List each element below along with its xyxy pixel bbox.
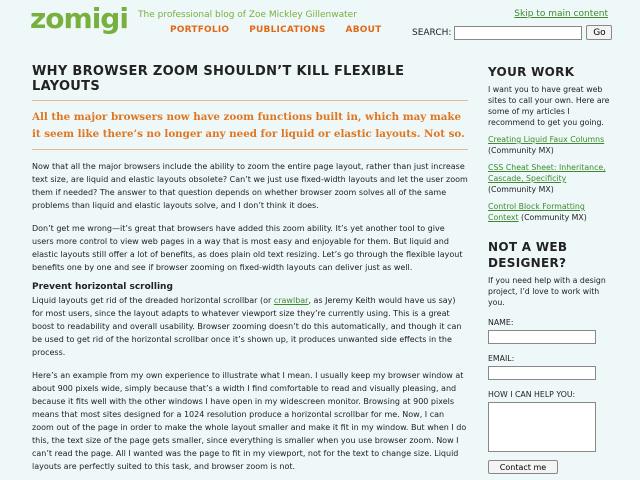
work-item bbox=[488, 201, 612, 223]
crawlbar-link[interactable]: crawlbar bbox=[273, 296, 309, 305]
work-link-block-formatting-context[interactable]: Control Block Formatting Context bbox=[488, 202, 585, 222]
contact-me-button[interactable]: Contact me bbox=[488, 460, 558, 474]
contact-form bbox=[488, 318, 612, 474]
site-tagline: The professional blog of Zoe Mickley Gillenwater bbox=[138, 10, 357, 20]
article-paragraph-4: Here’s an example from my own experience to illustrate what I mean. I usually keep my browser window at about 900 pixels wide, simply because that’s a width I find comfortable to read and visually pleasing, and because it fits well with the other windows I have open in my widescreen monitor. Browsing at 900 pixels means that most sites designed for a 1024 resolution produce a horizontal scrollbar for me. Now, I can zoom out of the page in order to make the whole layout smaller and make it fit in my window. But when I do this, the text size of the page gets smaller, since everything is smaller when you use browser zoom. Now I can’t read the page. All I wanted was the page to fit in my viewport, not for the text to change size. Liquid layouts are perfectly suited to this task, and browser zoom is not. bbox=[32, 371, 467, 471]
name-label: NAME: bbox=[488, 318, 514, 327]
not-a-designer-heading: NOT A WEB DESIGNER? bbox=[488, 240, 568, 270]
search-label: SEARCH: bbox=[412, 27, 452, 38]
help-label: HOW I CAN HELP YOU: bbox=[488, 390, 576, 399]
article-paragraph-3 bbox=[32, 294, 468, 359]
article-paragraph-2: Don’t get me wrong—it’s great that browsers have added this zoom ability. It’s yet another tool to give users more control to view web pages in a way that is most easy and enjoyable for them. But liquid and elastic layouts still offer a lot of benefits, as does plain old text resizing. Let’s go through the flexible layout benefits one by one and see if browser zooming on fixed-width layouts can deliver just as well. bbox=[32, 224, 463, 272]
work-link-css-cheat-sheet[interactable]: CSS Cheat Sheet: Inheritance, Cascade, Specificity bbox=[488, 163, 606, 183]
sidebar bbox=[488, 64, 612, 474]
your-work-intro: I want you to have great web sites to call your own. Here are some of my articles I recommend to get you going. bbox=[488, 85, 610, 127]
work-source: (Community MX) bbox=[521, 213, 587, 222]
paragraph-3-before: Liquid layouts get rid of the dreaded horizontal scrollbar (or bbox=[32, 296, 274, 305]
paragraph-3-after: , as Jeremy Keith would have us say) for most users, since the layout adapts to whatever viewport size they’re currently using. This is a great boost to readability and overall usability. Browser zooming doesn’t do this automatically, and though it can be used to get rid of the horizontal scrollbar once it’s shown up, it produces unwanted side effects in the process. bbox=[32, 296, 462, 357]
work-source: (Community MX) bbox=[488, 146, 554, 155]
email-field[interactable] bbox=[488, 366, 596, 380]
search-form bbox=[412, 25, 612, 40]
designer-intro: If you need help with a design project, I’d love to work with you. bbox=[488, 276, 606, 307]
site-header bbox=[0, 0, 640, 50]
article-lede: All the major browsers now have zoom functions built in, which may make it seem like there’s no longer any need for liquid or elastic layouts. Not so. bbox=[32, 109, 468, 150]
article-title: WHY BROWSER ZOOM SHOULDN’T KILL FLEXIBLE LAYOUTS bbox=[32, 64, 468, 101]
main-nav bbox=[170, 25, 381, 35]
article bbox=[32, 64, 468, 473]
help-textarea[interactable] bbox=[488, 402, 596, 452]
work-link-liquid-faux-columns[interactable]: Creating Liquid Faux Columns bbox=[488, 135, 605, 144]
nav-about[interactable]: ABOUT bbox=[345, 25, 382, 35]
work-source: (Community MX) bbox=[488, 185, 554, 194]
nav-publications[interactable]: PUBLICATIONS bbox=[249, 25, 326, 35]
your-work-heading: YOUR WORK bbox=[488, 65, 575, 79]
section-heading: Prevent horizontal scrolling bbox=[32, 282, 173, 292]
site-logo[interactable]: zomigi bbox=[30, 2, 128, 35]
article-paragraph-1: Now that all the major browsers include the ability to zoom the entire page layout, rather than just increase text size, are liquid and elastic layouts obsolete? Can’t we just use fixed-width layouts and let the user zoom them if needed? The answer to that question depends on whether browser zoom solves all of the same problems than liquid and elastic layouts solve, and I don’t think it does. bbox=[32, 162, 468, 210]
email-label: EMAIL: bbox=[488, 354, 515, 363]
work-item bbox=[488, 162, 612, 195]
work-item bbox=[488, 134, 612, 156]
search-go-button[interactable]: Go bbox=[586, 25, 612, 40]
search-input[interactable] bbox=[454, 26, 582, 40]
nav-portfolio[interactable]: PORTFOLIO bbox=[170, 25, 230, 35]
name-field[interactable] bbox=[488, 330, 596, 344]
skip-to-content-link[interactable]: Skip to main content bbox=[514, 9, 608, 19]
